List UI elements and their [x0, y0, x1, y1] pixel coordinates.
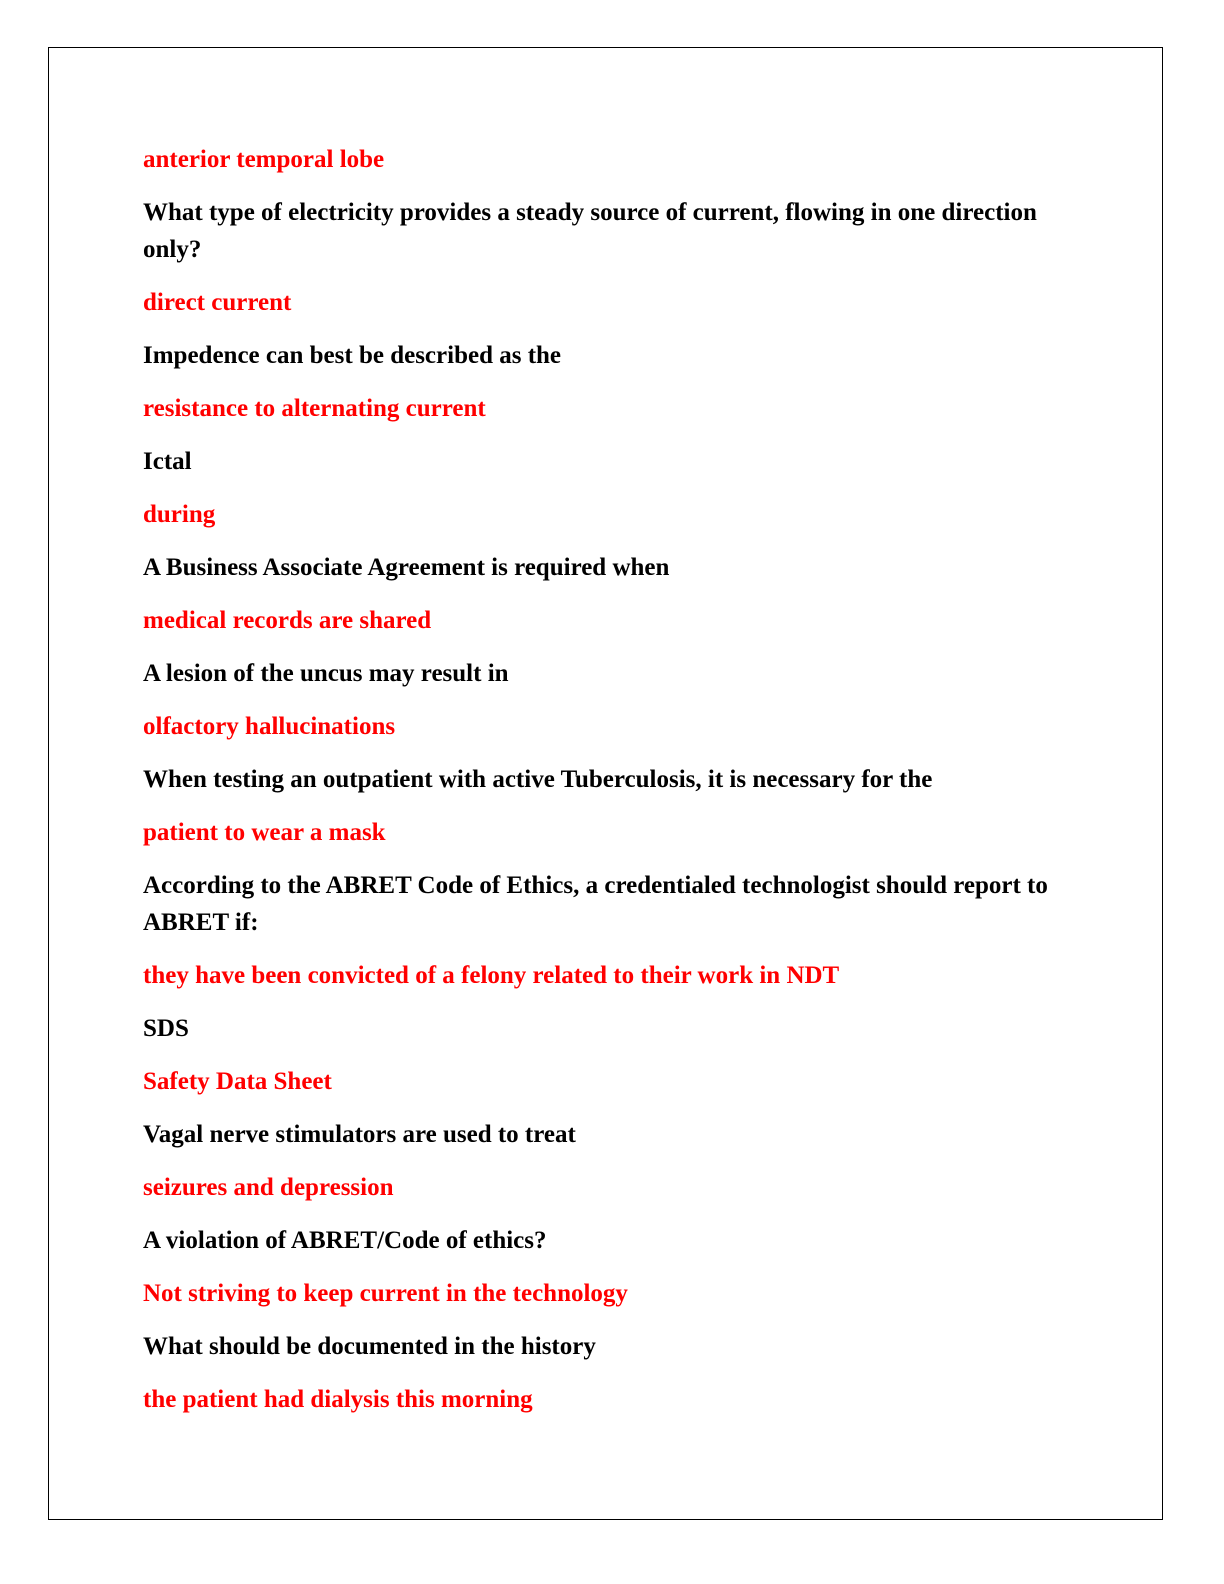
question-text: A Business Associate Agreement is required when	[143, 554, 670, 581]
answer-text: Safety Data Sheet	[143, 1068, 332, 1095]
question-text: Vagal nerve stimulators are used to treat	[143, 1121, 576, 1148]
answer-text: during	[143, 501, 216, 528]
answer-text: direct current	[143, 289, 292, 316]
answer-text: medical records are shared	[143, 607, 432, 634]
answer-text: they have been convicted of a felony related to their work in NDT	[143, 962, 840, 989]
answer-text: seizures and depression	[143, 1174, 394, 1201]
question-text: When testing an outpatient with active Tuberculosis, it is necessary for the	[143, 766, 933, 793]
answer-text: anterior temporal lobe	[143, 146, 385, 173]
question-text: Impedence can best be described as the	[143, 342, 562, 369]
question-text: A lesion of the uncus may result in	[143, 660, 509, 687]
answer-text: olfactory hallucinations	[143, 713, 396, 740]
answer-text: the patient had dialysis this morning	[143, 1386, 533, 1413]
question-text: SDS	[143, 1015, 189, 1042]
document-body	[143, 141, 1073, 1434]
question-text: Ictal	[143, 448, 192, 475]
question-text: According to the ABRET Code of Ethics, a credentialed technologist should report to ABRET if:	[143, 872, 1048, 936]
question-text: What type of electricity provides a steady source of current, flowing in one direction only?	[143, 199, 1037, 263]
question-text: A violation of ABRET/Code of ethics?	[143, 1227, 547, 1254]
answer-text: patient to wear a mask	[143, 819, 386, 846]
answer-text: Not striving to keep current in the technology	[143, 1280, 628, 1307]
question-text: What should be documented in the history	[143, 1333, 596, 1360]
answer-text: resistance to alternating current	[143, 395, 486, 422]
